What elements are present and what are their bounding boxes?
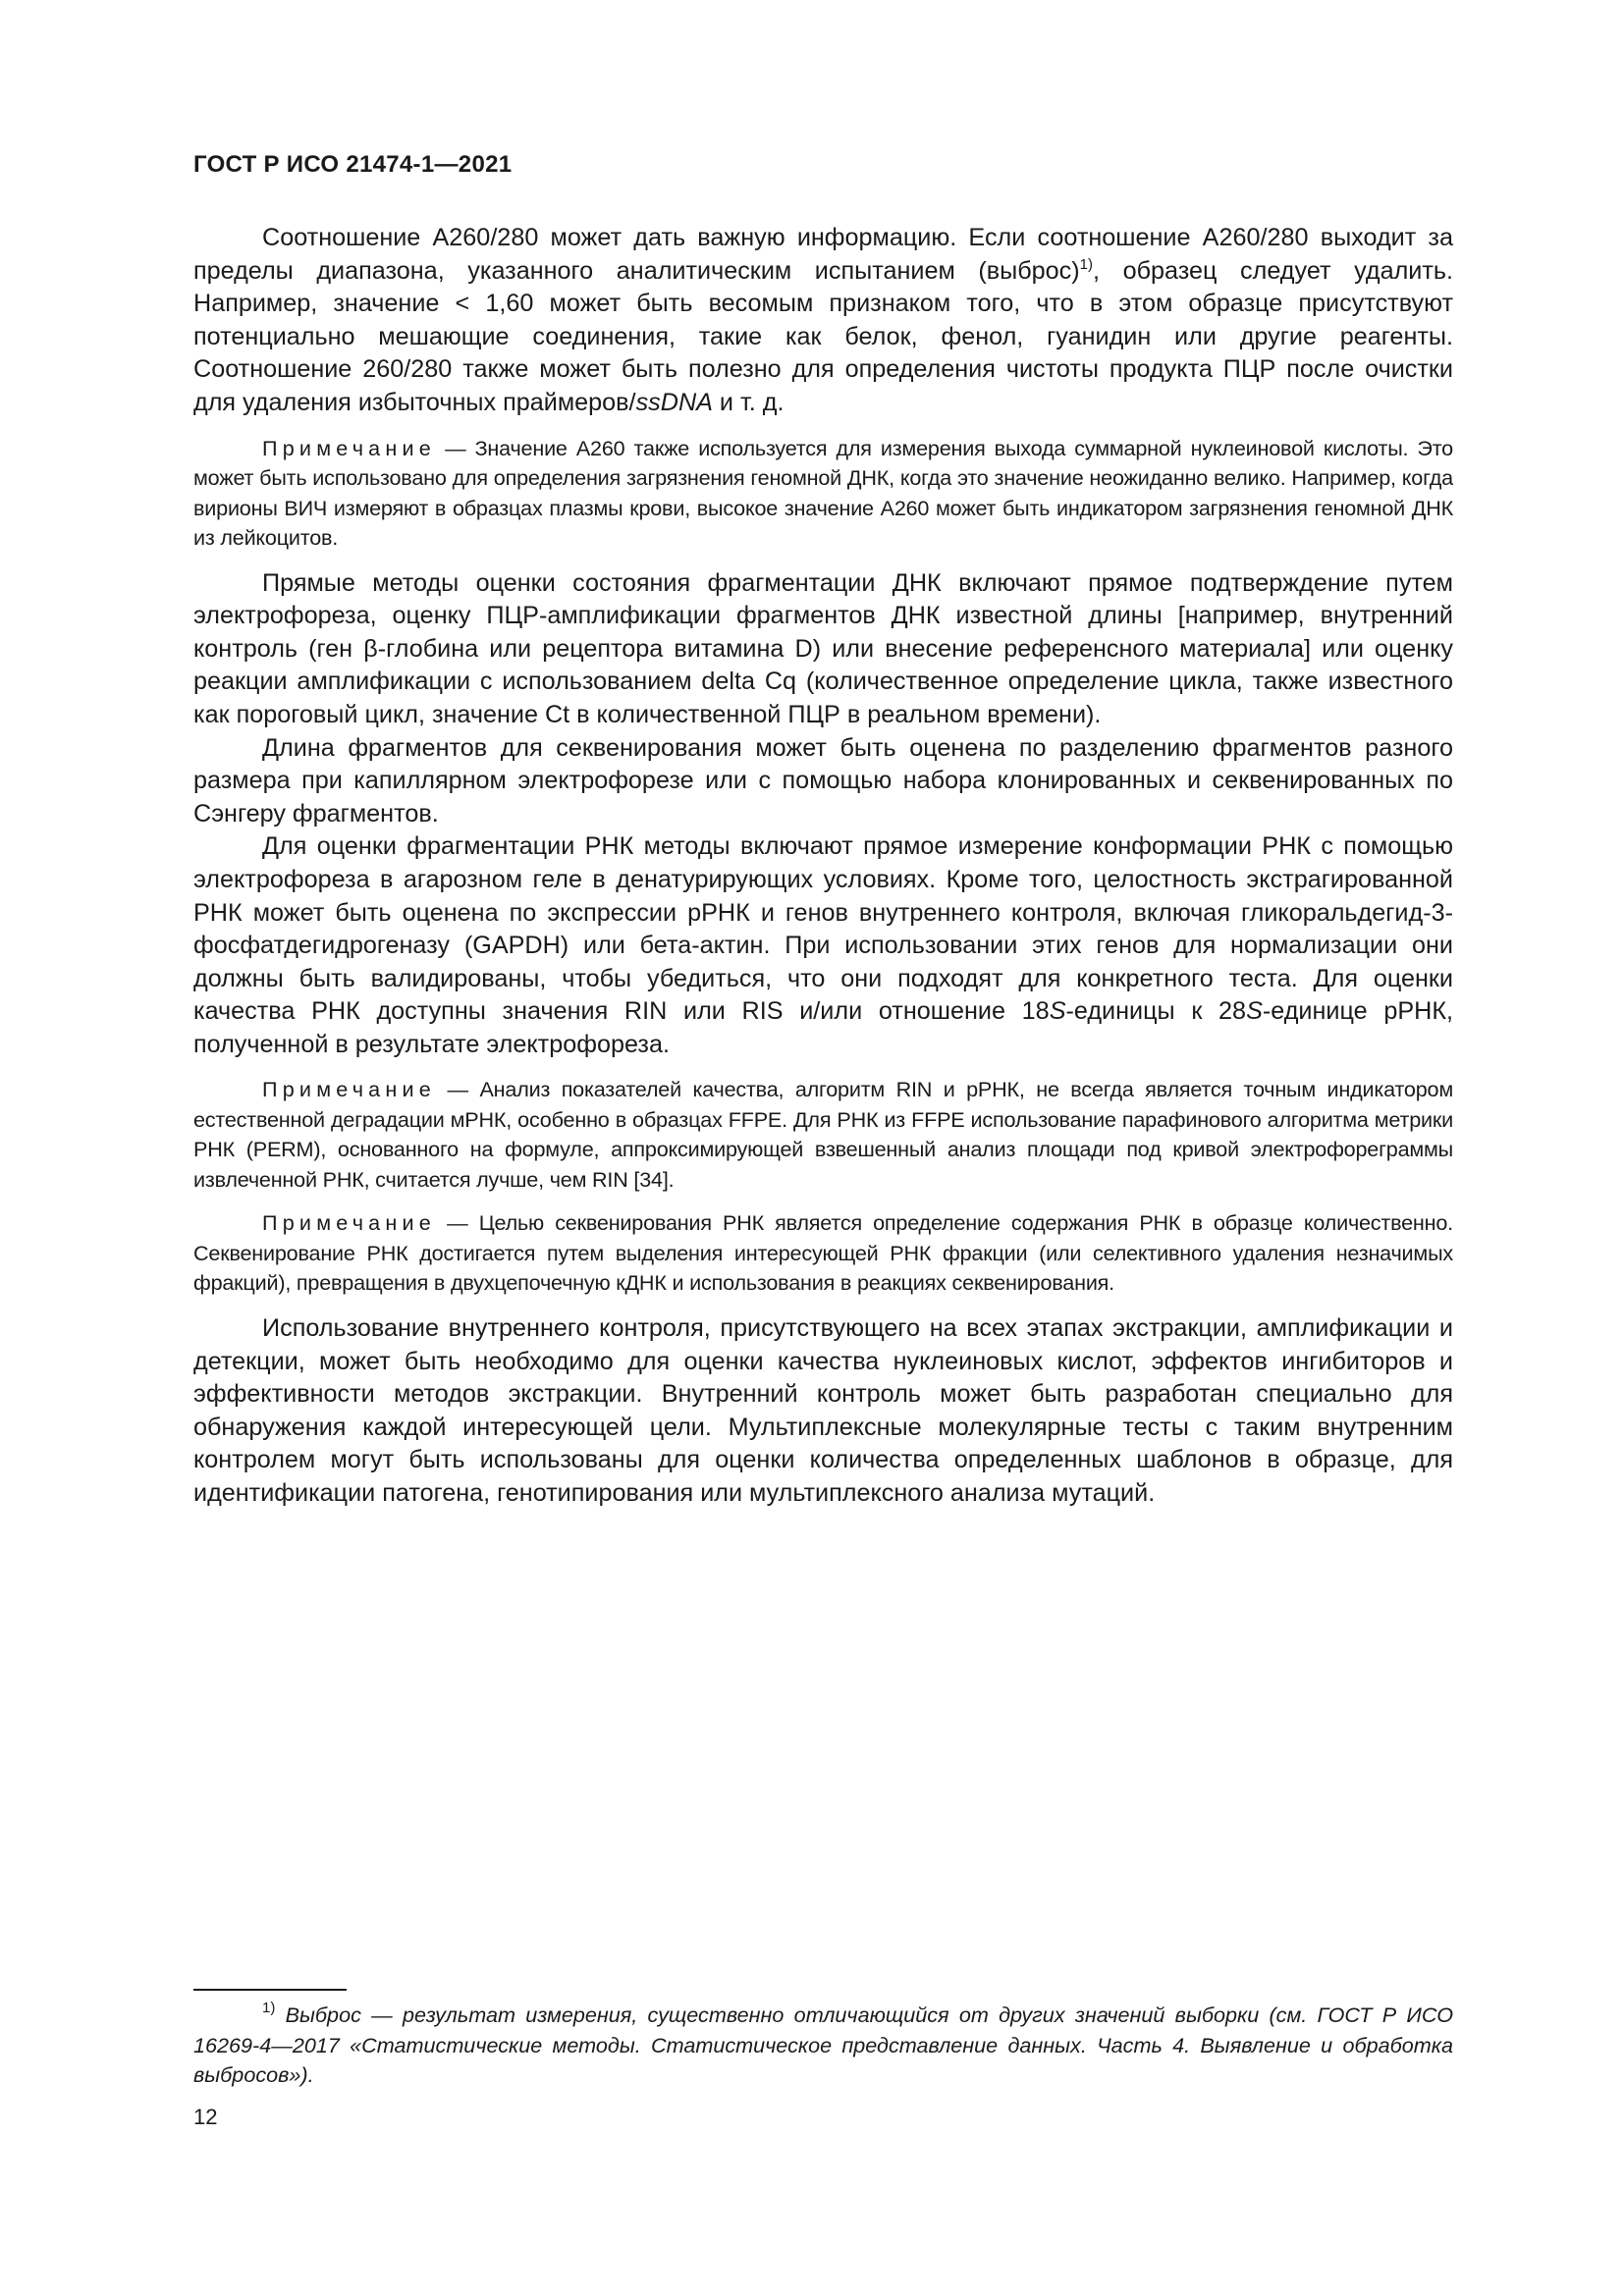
footnote-reference[interactable]: 1) (1079, 255, 1094, 273)
body-text (193, 222, 1453, 1511)
paragraph-dna-fragmentation: Прямые методы оценки состояния фрагментации ДНК включают прямое подтверждение путем электрофореза, оценку ПЦР-амплификации фрагментов ДНК известной длины [например, внутренний контроль (ген β-глобина или рецептора витамина D) или внесение референсного материала] или оценку реакции амплификации с использованием delta Cq (количественное определение цикла, также известного как пороговый цикл, значение Ct в количественной ПЦР в реальном времени). (193, 568, 1453, 728)
page-number: 12 (193, 2105, 218, 2129)
paragraph-ratio (193, 222, 1453, 420)
note-rna-sequencing (193, 1208, 1453, 1299)
paragraph-ratio-italic: ssDNA (635, 388, 713, 416)
paragraph-rna-fragmentation (193, 830, 1453, 1061)
paragraph-sequencing-length: Длина фрагментов для секвенирования может быть оценена по разделению фрагментов разного размера при капиллярном электрофорезе или с помощью набора клонированных и секвенированных по Сэнгеру фрагментов. (193, 733, 1453, 828)
paragraph-ratio-text-a: Соотношение А260/280 может дать важную информацию. Если соотношение А260/280 выходит за пределы диапазона, указанного аналитическим испытанием (выброс) (193, 224, 1453, 285)
page-header-title: ГОСТ Р ИСО 21474-1—2021 (193, 151, 513, 178)
footnote-marker: 1) (262, 2000, 276, 2016)
note-a260 (193, 434, 1453, 554)
paragraph-ratio-text-c: и т. д. (712, 388, 785, 416)
note-rin-quality (193, 1075, 1453, 1195)
paragraph-rna-italic-2: S (1246, 997, 1263, 1026)
note-label: Примечание (262, 1077, 436, 1102)
paragraph-internal-control: Использование внутреннего контроля, присутствующего на всех этапах экстракции, амплификации и детекции, может быть необходимо для оценки качества нуклеиновых кислот, эффектов ингибиторов и эффективности методов экстракции. Внутренний контроль может быть разработан специально для обнаружения каждой интересующей цели. Мультиплексные молекулярные тесты с таким внутренним контролем могут быть использованы для оценки количества определенных шаблонов в образце, для идентификации патогена, генотипирования или мультиплексного анализа мутаций. (193, 1313, 1453, 1507)
paragraph-rna-text-a: Для оценки фрагментации РНК методы включают прямое измерение конформации РНК с помощью электрофореза в агарозном геле в денатурирующих условиях. Кроме того, целостность экстрагированной РНК может быть оценена по экспрессии рРНК и генов внутреннего контроля, включая гликоральдегид-3-фосфатдегидрогеназу (GAPDH) или бета-актин. При использовании этих генов для нормализации они должны быть валидированы, чтобы убедиться, что они подходят для конкретного теста. Для оценки качества РНК доступны значения RIN или RIS и/или отношение 18 (193, 832, 1453, 1026)
note-a260-text: — Значение А260 также используется для измерения выхода суммарной нуклеиновой кислоты. Это может быть использовано для определения загрязнения геномной ДНК, когда это значение неожиданно велико. Например, когда вирионы ВИЧ измеряют в образцах плазмы крови, высокое значение А260 может быть индикатором загрязнения геномной ДНК из лейкоцитов. (193, 435, 1453, 551)
footnote-divider (193, 1989, 347, 1991)
note-label: Примечание (262, 1210, 436, 1236)
note-label: Примечание (262, 435, 436, 460)
paragraph-rna-italic-1: S (1049, 997, 1066, 1026)
note-rin-quality-text: — Анализ показателей качества, алгоритм RIN и рРНК, не всегда является точным индикатором естественной деградации мРНК, особенно в образцах FFPE. Для РНК из FFPE использование парафинового алгоритма метрики РНК (PERM), основанного на формуле, аппроксимирующей взвешенный анализ площади под кривой электрофореграммы извлеченной РНК, считается лучше, чем RIN [34]. (193, 1077, 1453, 1192)
footnote-text: Выброс — результат измерения, существенно отличающийся от других значений выборки (см. ГОСТ Р ИСО 16269-4—2017 «Статистические методы. Статистическое представление данных. Часть 4. Выявление и обработка выбросов»). (193, 2002, 1453, 2087)
note-rna-sequencing-text: — Целью секвенирования РНК является определение содержания РНК в образце количественно. Секвенирование РНК достигается путем выделения интересующей РНК фракции (или селективного удаления незначимых фракций), превращения в двухцепочечную кДНК и использования в реакциях секвенирования. (193, 1210, 1453, 1296)
paragraph-rna-text-c: -единице рРНК, полученной в результате электрофореза. (193, 997, 1454, 1058)
paragraph-rna-text-b: -единицы к 28 (1065, 997, 1247, 1026)
footnote (193, 2001, 1453, 2091)
paragraph-ratio-text-b: , образец следует удалить. Например, значение < 1,60 может быть весомым признаком того, что в этом образце присутствуют потенциально мешающие соединения, такие как белок, фенол, гуанидин или другие реагенты. Соотношение 260/280 также может быть полезно для определения чистоты продукта ПЦР после очистки для удаления избыточных праймеров/ (193, 256, 1453, 416)
